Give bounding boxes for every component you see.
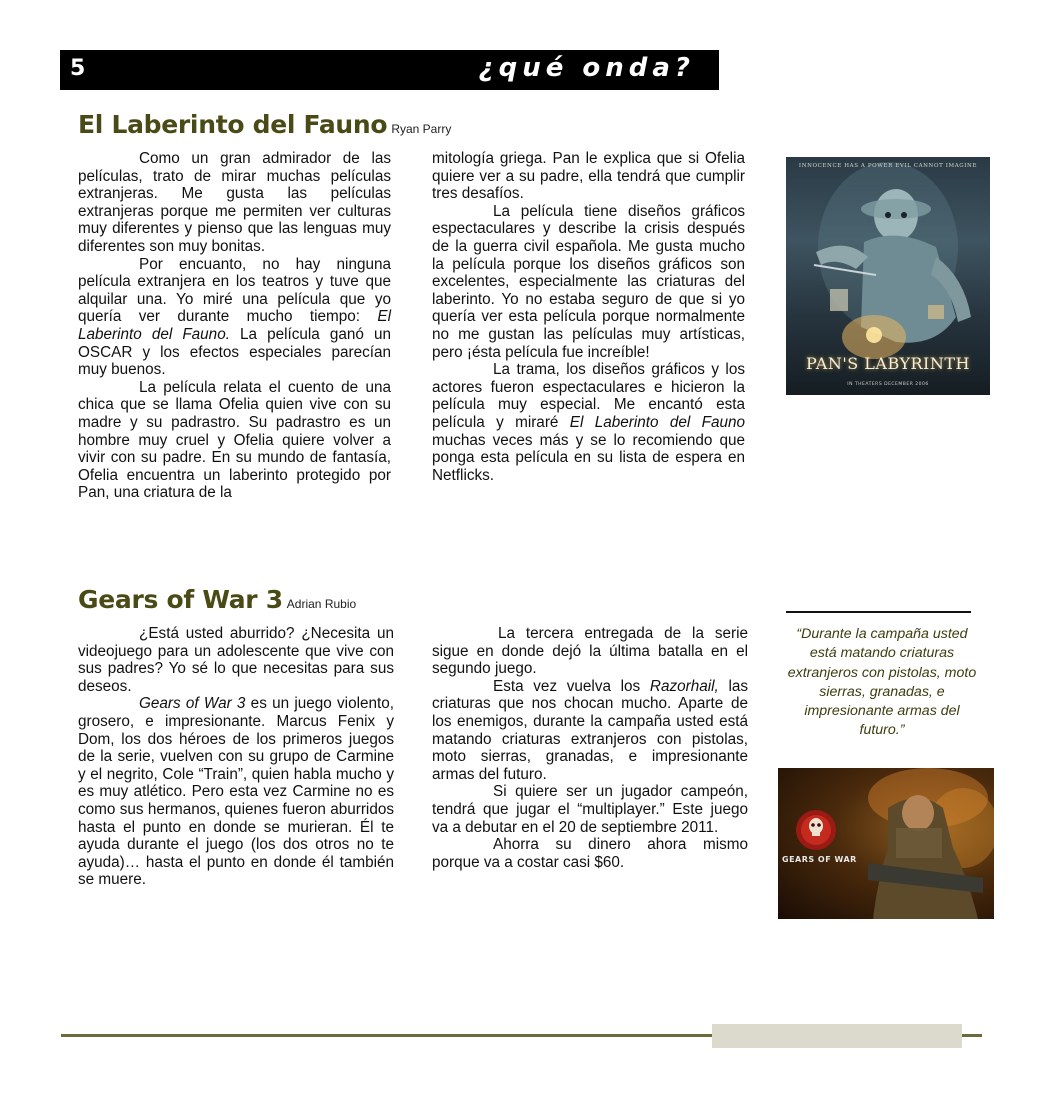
article1-title: El Laberinto del Fauno — [78, 110, 388, 139]
paragraph: La película relata el cuento de una chica que se llama Ofelia quien vive con su madre y su padrastro. Su padrastro es un hombre muy cruel y Ofelia quiere volver a vivir con su padre. En su mundo de fantasía, Ofelia encuentra un laberinto protegido por Pan, una criatura de la — [78, 378, 391, 502]
article2-author: Adrian Rubio — [286, 597, 357, 611]
movie-poster-image — [786, 157, 990, 395]
article1-column-2 — [432, 150, 745, 484]
article2-column-2 — [432, 625, 748, 871]
poster-release-date: IN THEATERS DECEMBER 2006 — [847, 382, 929, 387]
paragraph: Gears of War 3 es un juego violento, grosero, e impresionante. Marcus Fenix y Dom, los dos héroes de los primeros juegos de la serie, vuelven con su grupo de Carmine y el negrito, Cole “Train”, quien habla mucho y es muy atlético. Pero esta vez Carmine no es como sus hermanos, quienes fueron aburridos hasta el punto en donde se murieran. Él te ayuda durante el juego (los dos otros no te ayuda)… hasta el punto en donde él también se muere. — [78, 695, 395, 889]
article1-column-1 — [78, 150, 391, 502]
article2-column-1 — [78, 625, 394, 889]
article1-author: Ryan Parry — [391, 122, 452, 136]
paragraph: Por encuanto, no hay ninguna película extranjera en los teatros y tuve que alquilar una. Yo miré una película que yo quería ver durante mucho tiempo: El Laberinto del Fauno. La película ganó un OSCAR y los efectos especiales parecían muy buenos. — [78, 255, 391, 379]
paragraph: mitología griega. Pan le explica que si Ofelia quiere ver a su padre, ella tendrá que cumplir tres desafíos. — [432, 150, 745, 203]
article1-headline — [78, 110, 451, 139]
poster-title: PAN'S LABYRINTH — [805, 354, 970, 373]
page-number: 5 — [70, 56, 86, 81]
paragraph: La trama, los diseños gráficos y los actores fueron espectaculares e hicieron la película muy especial. Me encantó esta película y miraré El Laberinto del Fauno muchas veces más y se lo recomiendo que ponga esta película en su lista de espera en Netflicks. — [432, 361, 745, 484]
paragraph: Ahorra su dinero ahora mismo porque va a costar casi $60. — [432, 836, 748, 871]
article2-title: Gears of War 3 — [78, 585, 283, 614]
game-logo-text: GEARS OF WAR — [782, 855, 857, 864]
footer-accent-block — [712, 1024, 962, 1048]
paragraph: Como un gran admirador de las películas, trato de mirar muchas películas extranjeras. Me gusta las películas extranjeras porque me permiten ver culturas muy diferentes y pienso que las lenguas muy diferentes son muy bonitas. — [78, 150, 391, 255]
masthead: ¿qué onda? — [478, 53, 695, 83]
paragraph: Si quiere ser un jugador campeón, tendrá que jugar el “multiplayer.” Este juego va a debutar en el 20 de septiembre 2011. — [432, 783, 748, 836]
pullquote-divider — [786, 611, 971, 613]
paragraph: Esta vez vuelva los Razorhail, las criaturas que nos chocan mucho. Aparte de los enemigos, durante la campaña usted está matando criaturas extranjeros con pistolas, moto sierras, granadas, e impresionante armas del futuro. — [432, 677, 748, 783]
poster-tagline: INNOCENCE HAS A POWER EVIL CANNOT IMAGINE — [798, 163, 978, 169]
paragraph: La película tiene diseños gráficos espectaculares y describe la crisis después de la guerra civil española. Me gusta mucho la película porque los diseños gráficos son excelentes, especialmente las criaturas del laberinto. Yo no estaba seguro de que si yo quería ver esta película porque normalmente no me gustan las películas muy artísticas, pero ¡ésta película fue increíble! — [432, 202, 745, 361]
paragraph: ¿Está usted aburrido? ¿Necesita un videojuego para un adolescente que vive con sus padres? Yo sé lo que necesitas para sus deseos. — [78, 625, 394, 695]
game-cover-image — [778, 768, 994, 919]
header-bar — [60, 50, 719, 90]
pullquote: “Durante la campaña usted está matando criaturas extranjeros con pistolas, moto sierras, granadas, e impresionante armas del futuro.” — [787, 626, 977, 739]
article2-headline — [78, 585, 356, 614]
paragraph: La tercera entregada de la serie sigue en donde dejó la última batalla en el segundo juego. — [432, 625, 748, 678]
